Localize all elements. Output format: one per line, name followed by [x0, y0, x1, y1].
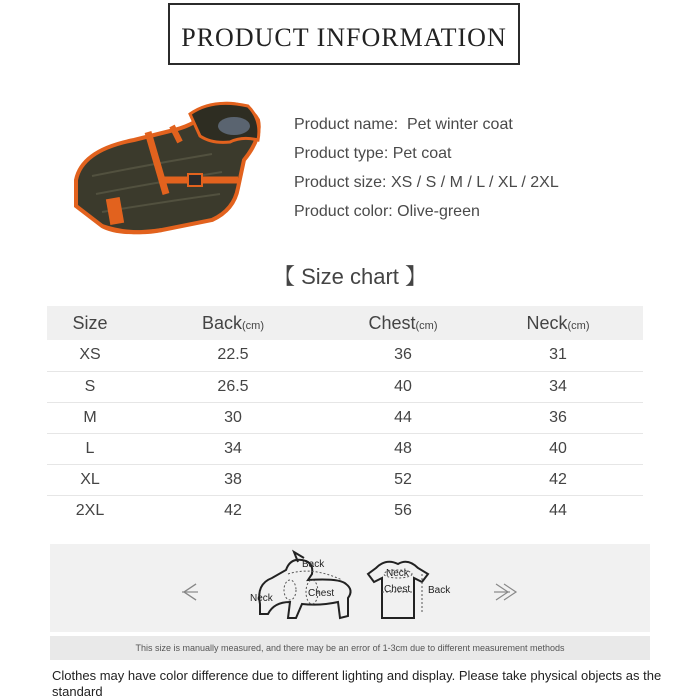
size-chart-table — [47, 306, 643, 526]
product-size-label: Product size: — [294, 174, 387, 191]
cell-size: 2XL — [75, 501, 105, 519]
table-row — [47, 371, 643, 402]
measurement-illustration — [50, 544, 650, 632]
product-color-label: Product color: — [294, 203, 393, 220]
product-type-line — [294, 143, 559, 172]
column-header-size: Size — [72, 312, 108, 333]
table-row — [47, 433, 643, 464]
coat-collar-lining — [218, 117, 250, 135]
cell-neck: 36 — [549, 408, 567, 426]
cell-chest: 36 — [394, 346, 412, 364]
size-chart-heading: 【 Size chart 】 — [272, 264, 428, 289]
title-box — [168, 3, 520, 65]
cell-neck: 34 — [549, 377, 567, 395]
coat-chest-label: Chest — [384, 584, 411, 595]
product-name-value: Pet winter coat — [406, 116, 513, 133]
cell-neck: 42 — [549, 470, 567, 488]
cell-back: 22.5 — [217, 346, 249, 364]
cell-size: XS — [79, 346, 101, 364]
cell-back: 42 — [224, 501, 242, 519]
cell-back: 26.5 — [217, 377, 249, 395]
cell-chest: 52 — [394, 470, 412, 488]
product-size-value: XS / S / M / L / XL / 2XL — [390, 174, 559, 191]
page-title: PRODUCT INFORMATION — [181, 23, 507, 52]
product-color-value: Olive-green — [397, 203, 480, 220]
product-color-line — [294, 201, 559, 230]
table-row — [47, 402, 643, 433]
harness-buckle — [188, 174, 202, 186]
column-header-back: Back(cm) — [201, 312, 265, 333]
coat-neck-label: Neck — [386, 568, 409, 579]
cell-back: 34 — [224, 439, 242, 457]
cell-chest: 56 — [394, 501, 412, 519]
measurement-note: This size is manually measured, and there may be an error of 1-3cm due to different measurement methods — [50, 636, 650, 660]
product-name-line — [294, 114, 559, 143]
cell-chest: 48 — [394, 439, 412, 457]
dog-back-label: Back — [302, 559, 325, 570]
cell-size: L — [85, 439, 95, 457]
product-type-value: Pet coat — [392, 145, 452, 162]
cell-chest: 44 — [394, 408, 412, 426]
table-row — [47, 495, 643, 526]
dog-neck-label: Neck — [250, 593, 273, 604]
cell-neck: 31 — [549, 346, 567, 364]
double-chevron-left-icon — [182, 584, 198, 600]
cell-back: 30 — [224, 408, 242, 426]
measurement-guide — [50, 544, 650, 632]
cell-size: S — [84, 377, 96, 395]
cell-neck: 40 — [549, 439, 567, 457]
double-chevron-right-icon — [494, 584, 516, 600]
table-header-row — [47, 306, 643, 340]
table-row — [47, 464, 643, 495]
color-disclaimer: Clothes may have color difference due to different lighting and display. Please take physical objects as the standard — [52, 668, 662, 699]
cell-back: 38 — [224, 470, 242, 488]
cell-size: XL — [80, 470, 100, 488]
product-info — [294, 114, 559, 230]
dog-neck-measure-line — [284, 580, 296, 600]
product-type-label: Product type: — [294, 145, 389, 162]
coat-back-label: Back — [428, 585, 451, 596]
product-image — [62, 98, 268, 238]
cell-chest: 40 — [394, 377, 412, 395]
product-size-line — [294, 172, 559, 201]
product-name-label: Product name: — [294, 116, 399, 133]
dog-chest-label: Chest — [308, 588, 335, 599]
cell-neck: 44 — [549, 501, 567, 519]
cell-size: M — [83, 408, 97, 426]
column-header-neck: Neck(cm) — [526, 312, 590, 333]
table-row — [47, 340, 643, 371]
column-header-chest: Chest(cm) — [368, 312, 438, 333]
